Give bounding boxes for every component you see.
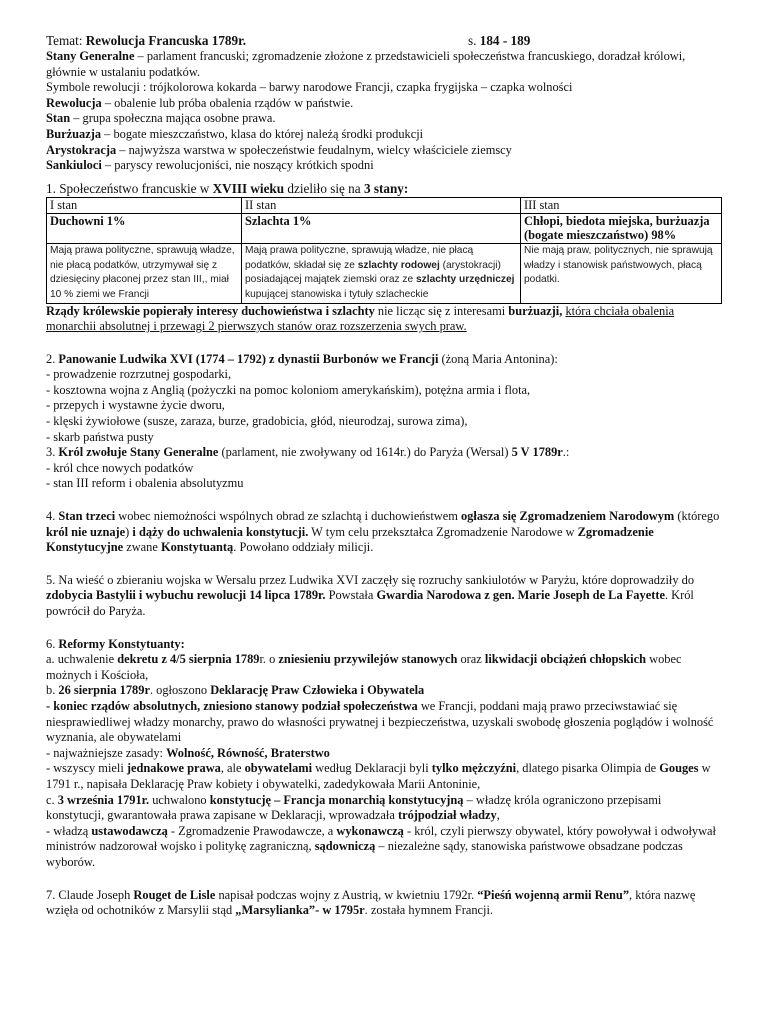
list-item: - prowadzenie rozrzutnej gospodarki, [46,367,232,382]
table-cell: Chłopi, biedota miejska, burżuazja (bogate mieszczaństwo) 98% [521,213,722,244]
topic-label: Temat: [46,33,83,48]
table-cell: Szlachta 1% [242,213,521,244]
table-cell: Mają prawa polityczne, sprawują władze, nie płacą podatków, składał się ze szlachty rodowej (arystokracji) posiadającej majątek ziemski oraz ze szlachty urzędniczej kupującej stanowiska i tytuły szlacheckie [242,244,521,303]
section-3: 3. Król zwołuje Stany Generalne (parlament, nie zwoływany od 1614r.) do Paryża (Wersal) 5 V 1789r.: - król chce nowych podatków - stan III reform i obalenia absolutyzmu [46,445,722,492]
estates-table [46,197,722,304]
table-cell: Duchowni 1% [47,213,242,244]
definition: Burżuazja – bogate mieszczaństwo, klasa do której należą środki produkcji [46,126,424,141]
section-2: 2. Panowanie Ludwika XVI (1774 – 1792) z dynastii Burbonów we Francji (żoną Maria Antonina): - prowadzenie rozrzutnej gospodarki, - kosztowna wojna z Anglią (pożyczki na pomoc koloniom amerykańskim), potężna armia i flota, - przepych i wystawne życie dworu, - klęski żywiołowe (susze, zaraza, burze, gradobicia, głód, nieurodzaj, surowa zima), - skarb państwa pusty [46,352,722,446]
list-item: - przepych i wystawne życie dworu, [46,398,225,413]
list-item: - król chce nowych podatków [46,460,194,475]
section-1-heading: 1. Społeczeństwo francuskie w XVIII wieku dzieliło się na 3 stany: [46,180,409,196]
table-header-cell: I stan [47,197,242,213]
section-5: 5. Na wieść o zbieraniu wojska w Wersalu przez Ludwika XVI zaczęły się rozruchy sankiulotów w Paryżu, które doprowadziły do zdobycia Bastylii i wybuchu rewolucji 14 lipca 1789r. Powstała Gwardia Narodowa z gen. Marie Joseph de La Fayette. Król powrócił do Paryża. [46,572,695,619]
topic-title: Rewolucja Francuska 1789r. [85,33,247,48]
table-header-cell: II stan [242,197,521,213]
table-header-row [47,197,722,213]
list-item: - kosztowna wojna z Anglią (pożyczki na pomoc koloniom amerykańskim), potężna armia i flota, [46,382,531,397]
definition: Sankiuloci – paryscy rewolucjoniści, nie noszący krótkich spodni [46,158,374,173]
pages-range: 184 - 189 [479,33,531,48]
list-item: - stan III reform i obalenia absolutyzmu [46,476,244,491]
definition: Stan – grupa społeczna mająca osobne prawa. [46,111,276,126]
list-item: - skarb państwa pusty [46,429,154,444]
topic-header [46,32,722,49]
table-header-cell: III stan [521,197,722,213]
list-item: - klęski żywiołowe (susze, zaraza, burze, gradobicia, głód, nieurodzaj, surowa zima), [46,414,468,429]
table-row [47,213,722,244]
definition: Symbole rewolucji : trójkolorowa kokarda – barwy narodowe Francji, czapka frygijska – czapka wolności [46,80,573,95]
table-cell: Nie mają praw, politycznych, nie sprawują władzy i stanowisk państwowych, płacą podatki. [521,244,722,303]
definition: Arystokracja – najwyższa warstwa w społeczeństwie feudalnym, wielcy właściciele ziemscy [46,142,512,157]
section-6: 6. Reformy Konstytuanty: a. uchwalenie dekretu z 4/5 sierpnia 1789r. o zniesieniu przywilejów stanowych oraz likwidacji obciążeń chłopskich wobec możnych i Kościoła, b. 26 sierpnia 1789r. ogłoszono Deklarację Praw Człowieka i Obywatela - koniec rządów absolutnych, zniesiono stanowy podział społeczeństwa we Francji, poddani mają prawo przeciwstawiać się niesprawiedliwej władzy monarchy, prawo do własności prywatnej i bezpieczeństwa, uzyskali swobodę głoszenia poglądów i wolność wyznania, ale obywatelami - najważniejsze zasady: Wolność, Równość, Braterstwo - wszyscy mieli jednakowe prawa, ale obywatelami według Deklaracji byli tylko mężczyźni, dlatego pisarka Olimpia de Gouges w 1791 r., napisała Deklarację Praw kobiety i obywatelki, zadedykowała Marii Antoninie, c. 3 września 1791r. uchwalono konstytucję – Francja monarchią konstytucyjną – władzę króla ograniczono przepisami konstytucji, gwarantowała prawa zapisane w Deklaracji, wprowadzała trójpodział władzy, - władzą ustawodawczą - Zgromadzenie Prawodawcze, a wykonawczą - król, czyli pierwszy obywatel, który powoływał i odwoływał ministrów nadzorował wojsko i politykę zagraniczną, sądowniczą – niezależne sądy, stanowiska państwowe obsadzane podczas wyborów. [46,636,716,869]
definition: Rewolucja – obalenie lub próba obalenia rządów w państwie. [46,95,354,110]
table-row [47,244,722,303]
table-cell: Mają prawa polityczne, sprawują władze, nie płacą podatków, utrzymywał się z dziesięciny płaconej przez stan III,, miał 10 % ziemi we Francji [47,244,242,303]
definitions [46,49,722,174]
after-table-paragraph: Rządy królewskie popierały interesy duchowieństwa i szlachty nie licząc się z interesami burżuazji, która chciała obalenia monarchii absolutnej i przewagi 2 pierwszych stanów oraz rozszerzenia swych praw. [46,303,675,334]
section-4: 4. Stan trzeci wobec niemożności wspólnych obrad ze szlachtą i duchowieństwem ogłasza się Zgromadzeniem Narodowym (którego król nie uznaje) i dąży do uchwalenia konstytucji. W tym celu przekształca Zgromadzenie Narodowe w Zgromadzenie Konstytucyjne zwane Konstytuantą. Powołano oddziały milicji. [46,509,720,555]
pages-label: s. [468,33,477,48]
definition: Stany Generalne – parlament francuski; zgromadzenie złożone z przedstawicieli społeczeństwa francuskiego, doradzał królowi, głównie w ustalaniu podatków. [46,49,686,79]
section-7: 7. Claude Joseph Rouget de Lisle napisał podczas wojny z Austrią, w kwietniu 1792r. “Pieśń wojenną armii Renu”, która nazwę wzięła od ochotników z Marsylii stąd „Marsylianka”- w 1795r. została hymnem Francji. [46,887,696,918]
